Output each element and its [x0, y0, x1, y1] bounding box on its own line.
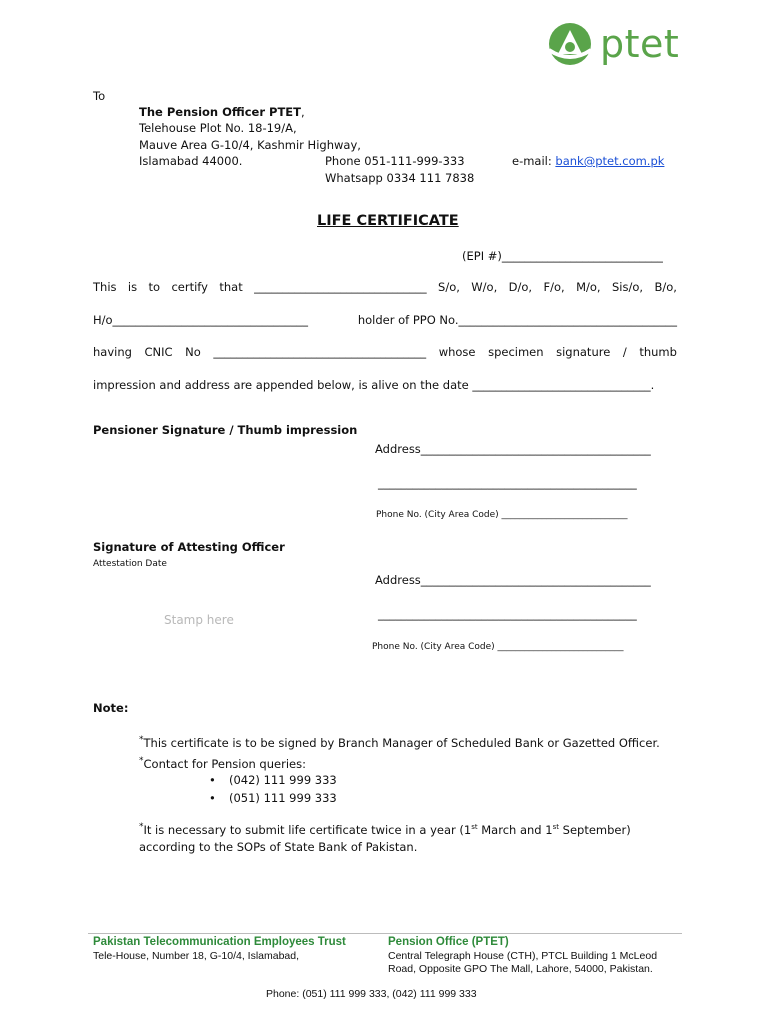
- certify-text-segment: specimen: [488, 345, 544, 359]
- note-text-part: September): [559, 822, 631, 837]
- certify-text-segment: thumb: [639, 345, 677, 359]
- note-asterisk: *: [139, 756, 144, 766]
- certify-text-segment: Sis/o,: [611, 280, 644, 294]
- certify-text-segment: whose: [438, 345, 476, 359]
- note-heading: Note:: [93, 701, 129, 715]
- note-item-signing: [139, 735, 660, 750]
- ptet-logo: [546, 20, 679, 68]
- ptet-logo-icon: [546, 20, 594, 68]
- certify-text-segment: B/o,: [654, 280, 677, 294]
- certify-text-segment: certify: [171, 280, 208, 294]
- pensioner-phone-field[interactable]: Phone No. (City Area Code) ____________________________: [376, 510, 628, 520]
- certify-text-segment: W/o,: [471, 280, 498, 294]
- certify-text-segment: This: [93, 280, 117, 294]
- attesting-phone-field[interactable]: Phone No. (City Area Code) ____________________________: [372, 642, 624, 652]
- page-title: LIFE CERTIFICATE: [317, 213, 459, 229]
- recipient-name: [139, 105, 305, 119]
- office-phone: Phone 051-111-999-333: [325, 154, 465, 168]
- certify-text-segment: having: [93, 345, 132, 359]
- certify-text-segment: H/o__________________________________: [93, 313, 309, 327]
- to-label: To: [93, 89, 106, 103]
- certify-text-segment: holder of PPO No.______________________________________: [357, 313, 677, 327]
- email-label: e-mail:: [512, 154, 552, 168]
- footer-right-address-2: Road, Opposite GPO The Mall, Lahore, 54000, Pakistan.: [388, 963, 653, 975]
- pensioner-address-line-2[interactable]: _____________________________________________: [378, 476, 637, 490]
- attestation-date-label: Attestation Date: [93, 559, 167, 569]
- note-item-twice-yearly: [139, 822, 631, 837]
- ptet-logo-text: ptet: [600, 22, 680, 66]
- certify-text-segment: CNIC: [144, 345, 173, 359]
- recipient-comma: ,: [301, 105, 305, 119]
- contact-number: (042) 111 999 333: [229, 773, 337, 787]
- address-line-2: Mauve Area G-10/4, Kashmir Highway,: [139, 138, 361, 152]
- email-link[interactable]: bank@ptet.com.pk: [555, 154, 665, 168]
- certify-line-1: [93, 280, 677, 294]
- certify-text-segment: is: [127, 280, 138, 294]
- attesting-officer-heading: Signature of Attesting Officer: [93, 540, 285, 554]
- note-item-contact-text: Contact for Pension queries:: [143, 756, 306, 771]
- certify-text-segment: _____________________________________: [213, 345, 427, 359]
- pensioner-signature-heading: Pensioner Signature / Thumb impression: [93, 423, 358, 437]
- note-text-part: March and 1: [477, 822, 553, 837]
- certify-text-segment: S/o,: [438, 280, 460, 294]
- contact-bullet: [209, 791, 337, 805]
- recipient-name-text: The Pension Officer PTET: [139, 105, 301, 119]
- contact-number: (051) 111 999 333: [229, 791, 337, 805]
- certify-text-segment: signature: [556, 345, 611, 359]
- certify-text-segment: to: [148, 280, 161, 294]
- certify-text-segment: No: [185, 345, 201, 359]
- contact-bullet: [209, 773, 337, 787]
- note-text-part: It is necessary to submit life certificate twice in a year (1: [143, 822, 472, 837]
- certify-text-segment: D/o,: [508, 280, 533, 294]
- note-asterisk: *: [139, 735, 144, 745]
- footer-right-address-1: Central Telegraph House (CTH), PTCL Building 1 McLeod: [388, 950, 658, 962]
- certify-text-segment: F/o,: [543, 280, 565, 294]
- certify-text-segment: that: [219, 280, 243, 294]
- epi-field[interactable]: (EPI #)____________________________: [462, 249, 663, 263]
- footer-divider: [88, 933, 682, 934]
- bullet-icon: •: [209, 773, 216, 787]
- footer-phone: Phone: (051) 111 999 333, (042) 111 999 333: [266, 988, 477, 1000]
- footer-left-heading: Pakistan Telecommunication Employees Trust: [93, 936, 346, 948]
- note-item-signing-text: This certificate is to be signed by Branch Manager of Scheduled Bank or Gazetted Officer.: [143, 735, 660, 750]
- certify-text-segment: ______________________________: [254, 280, 427, 294]
- ordinal-suffix: st: [552, 823, 559, 831]
- certify-text-segment: /: [622, 345, 627, 359]
- note-asterisk: *: [139, 822, 144, 832]
- attesting-address-field[interactable]: Address________________________________________: [375, 573, 651, 587]
- note-item-contact: [139, 756, 306, 771]
- stamp-placeholder: Stamp here: [164, 613, 234, 627]
- note-item-twice-yearly-line-2: according to the SOPs of State Bank of Pakistan.: [139, 840, 418, 854]
- pensioner-address-field[interactable]: Address________________________________________: [375, 442, 651, 456]
- office-whatsapp: Whatsapp 0334 111 7838: [325, 171, 475, 185]
- certify-text-segment: M/o,: [576, 280, 601, 294]
- certify-line-4: impression and address are appended below, is alive on the date _______________________________.: [93, 378, 655, 392]
- bullet-icon: •: [209, 791, 216, 805]
- footer-right-heading: Pension Office (PTET): [388, 936, 509, 948]
- certify-line-2: [93, 313, 677, 327]
- address-line-3: Islamabad 44000.: [139, 154, 243, 168]
- address-line-1: Telehouse Plot No. 18-19/A,: [139, 121, 297, 135]
- ordinal-suffix: st: [471, 823, 478, 831]
- attesting-address-line-2[interactable]: _____________________________________________: [378, 607, 637, 621]
- footer-left-address: Tele-House, Number 18, G-10/4, Islamabad,: [93, 950, 300, 962]
- office-email: [512, 154, 664, 168]
- certify-line-3: [93, 345, 677, 359]
